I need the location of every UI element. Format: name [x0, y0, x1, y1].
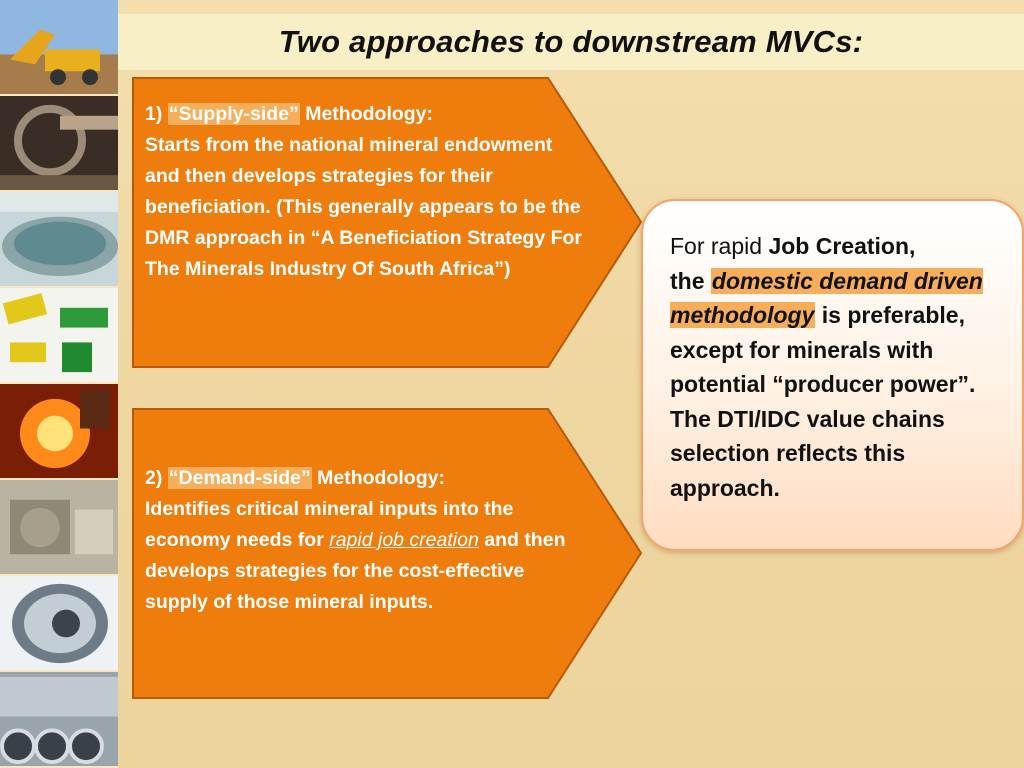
job-creation-term: Job Creation	[768, 233, 910, 259]
supply-side-term: “Supply-side”	[168, 103, 299, 125]
slide-title: Two approaches to downstream MVCs:	[278, 24, 864, 59]
demand-side-term: “Demand-side”	[168, 467, 311, 489]
molten-metal-image	[0, 384, 118, 480]
callout-rest: is preferable, except for minerals with potential “producer power”. The DTI/IDC value chains selection reflects this approach.	[670, 302, 976, 501]
demand-line1-rest: Methodology:	[311, 467, 445, 489]
supply-number: 1)	[145, 103, 168, 125]
callout-comma: ,	[909, 233, 916, 259]
rapid-job-creation-link[interactable]: rapid job creation	[329, 529, 479, 551]
callout-the: the	[670, 267, 711, 294]
steel-coil-image	[0, 576, 118, 672]
mining-excavator-image	[0, 0, 118, 96]
supply-line1-rest: Methodology:	[299, 103, 434, 125]
mill-plant-image	[0, 480, 118, 576]
conclusion-callout	[641, 199, 1024, 551]
supply-body: Starts from the national mineral endowment and then develops strategies for their beneficiation. (This generally appears to be the DMR approach in “A Beneficiation Strategy For The Minerals Industry Of South Africa”)	[145, 134, 582, 280]
demand-side-text	[145, 463, 585, 618]
title-bar	[118, 14, 1024, 70]
callout-text	[670, 229, 1000, 505]
demand-number: 2)	[145, 467, 168, 489]
bucket-wheel-image	[0, 96, 118, 192]
processing-machines-image	[0, 288, 118, 384]
demand-body-end: and then develops strategies for the cost-effective supply of those mineral inputs.	[145, 529, 566, 613]
left-photo-strip	[0, 0, 118, 768]
demand-body-start: Identifies critical mineral inputs into the economy needs for	[145, 498, 514, 551]
demand-side-arrow	[131, 407, 643, 700]
supply-side-arrow	[131, 76, 643, 369]
steel-pipes-image	[0, 672, 118, 768]
thickener-tank-image	[0, 192, 118, 288]
supply-side-text	[145, 99, 585, 285]
callout-lead: For rapid	[670, 233, 769, 259]
domestic-demand-term: domestic demand driven methodology	[670, 267, 983, 328]
